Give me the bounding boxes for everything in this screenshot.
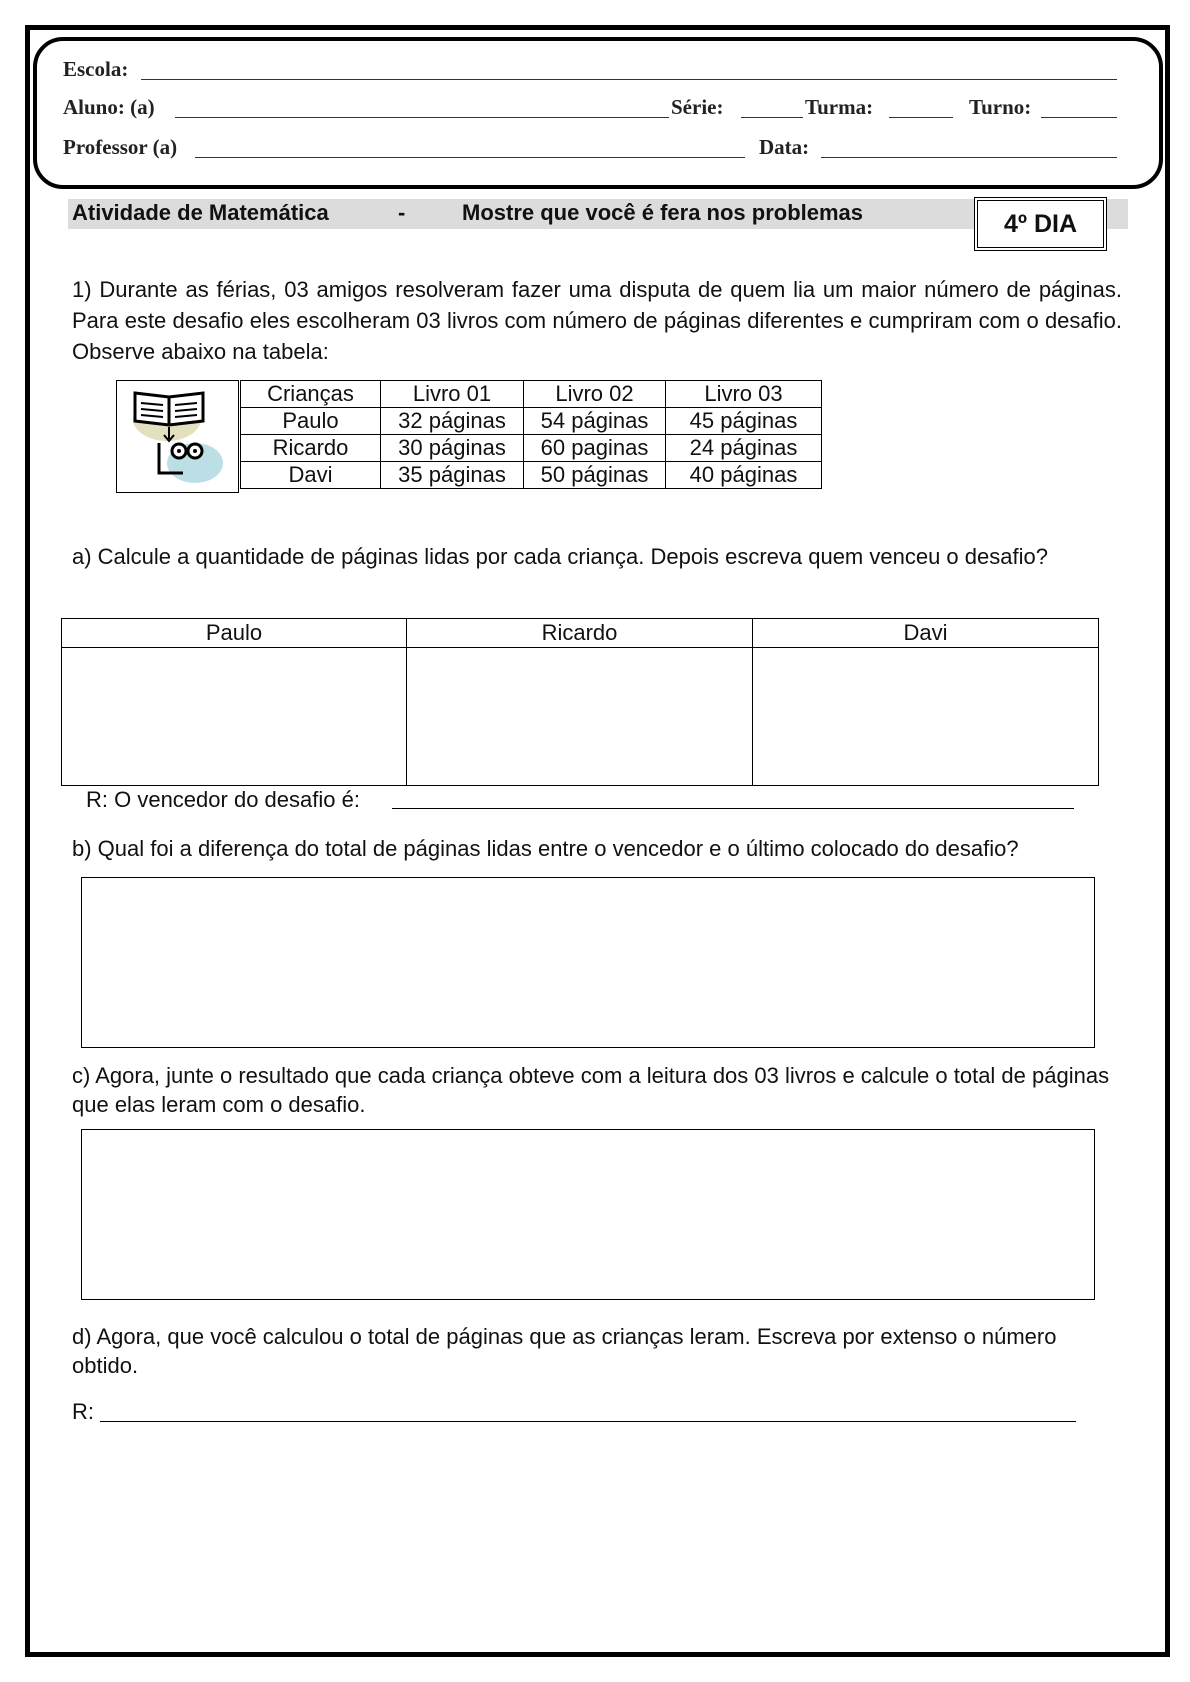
escola-field[interactable] <box>141 79 1117 80</box>
table-header: Livro 03 <box>666 381 822 408</box>
title-separator: - <box>398 200 406 225</box>
table-row <box>241 408 822 435</box>
answer-cell-ricardo[interactable] <box>407 648 753 786</box>
aluno-field[interactable] <box>175 117 669 118</box>
table-cell: 45 páginas <box>666 408 822 435</box>
table-header: Livro 02 <box>524 381 666 408</box>
winner-answer-label: R: O vencedor do desafio é: <box>86 787 360 812</box>
extenso-answer-label: R: <box>72 1399 94 1424</box>
answer-cell-davi[interactable] <box>753 648 1099 786</box>
answer-box-b[interactable] <box>81 877 1095 1048</box>
escola-label: Escola: <box>63 57 129 81</box>
data-label: Data: <box>759 135 810 159</box>
professor-label: Professor (a) <box>63 135 178 159</box>
aluno-label: Aluno: (a) <box>63 95 155 119</box>
data-field[interactable] <box>821 157 1117 158</box>
activity-title: Atividade de Matemática <box>72 200 329 225</box>
question-d-text: d) Agora, que você calculou o total de páginas que as crianças leram. Escreva por extenso o número obtido. <box>72 1324 1057 1378</box>
table-header-row <box>241 381 822 408</box>
serie-label: Série: <box>671 95 724 119</box>
question-1-text: 1) Durante as férias, 03 amigos resolveram fazer uma disputa de quem lia um maior número de páginas. Para este desafio eles escolheram 03 livros com número de páginas diferentes e cumpriram com o desafio. Observe abaixo na tabela: <box>72 277 1122 364</box>
answer-column-ricardo: Ricardo <box>407 619 753 648</box>
table-cell: 32 páginas <box>381 408 524 435</box>
day-badge-label: 4º DIA <box>1003 209 1078 238</box>
table-cell: Davi <box>241 462 381 489</box>
table-cell: 35 páginas <box>381 462 524 489</box>
answer-cell-paulo[interactable] <box>62 648 407 786</box>
turno-field[interactable] <box>1041 117 1117 118</box>
turma-label: Turma: <box>805 95 874 119</box>
table-cell: 24 páginas <box>666 435 822 462</box>
question-a-text: a) Calcule a quantidade de páginas lidas por cada criança. Depois escreva quem venceu o desafio? <box>72 544 1048 569</box>
serie-field[interactable] <box>741 117 803 118</box>
table-cell: 30 páginas <box>381 435 524 462</box>
turma-field[interactable] <box>889 117 953 118</box>
winner-answer-line[interactable] <box>392 808 1074 809</box>
answer-box-c[interactable] <box>81 1129 1095 1300</box>
extenso-answer-line[interactable] <box>100 1421 1076 1422</box>
table-header: Crianças <box>241 381 381 408</box>
answer-grid-a <box>61 618 1099 786</box>
table-cell: Paulo <box>241 408 381 435</box>
day-badge <box>974 197 1107 251</box>
answer-column-paulo: Paulo <box>62 619 407 648</box>
question-b-text: b) Qual foi a diferença do total de páginas lidas entre o vencedor e o último colocado do desafio? <box>72 836 1019 861</box>
student-info-header <box>33 37 1163 189</box>
activity-subtitle: Mostre que você é fera nos problemas <box>462 200 864 225</box>
table-cell: Ricardo <box>241 435 381 462</box>
question-c-text: c) Agora, junte o resultado que cada criança obteve com a leitura dos 03 livros e calcule o total de páginas que elas leram com o desafio. <box>72 1063 1110 1117</box>
table-cell: 50 páginas <box>524 462 666 489</box>
table-cell: 60 paginas <box>524 435 666 462</box>
table-row <box>241 435 822 462</box>
reading-table <box>240 380 822 489</box>
table-cell: 40 páginas <box>666 462 822 489</box>
table-cell: 54 páginas <box>524 408 666 435</box>
table-header: Livro 01 <box>381 381 524 408</box>
book-reader-image <box>116 380 239 493</box>
turno-label: Turno: <box>969 95 1032 119</box>
answer-column-davi: Davi <box>753 619 1099 648</box>
book-reader-icon <box>117 381 237 491</box>
table-row <box>241 462 822 489</box>
professor-field[interactable] <box>195 157 745 158</box>
